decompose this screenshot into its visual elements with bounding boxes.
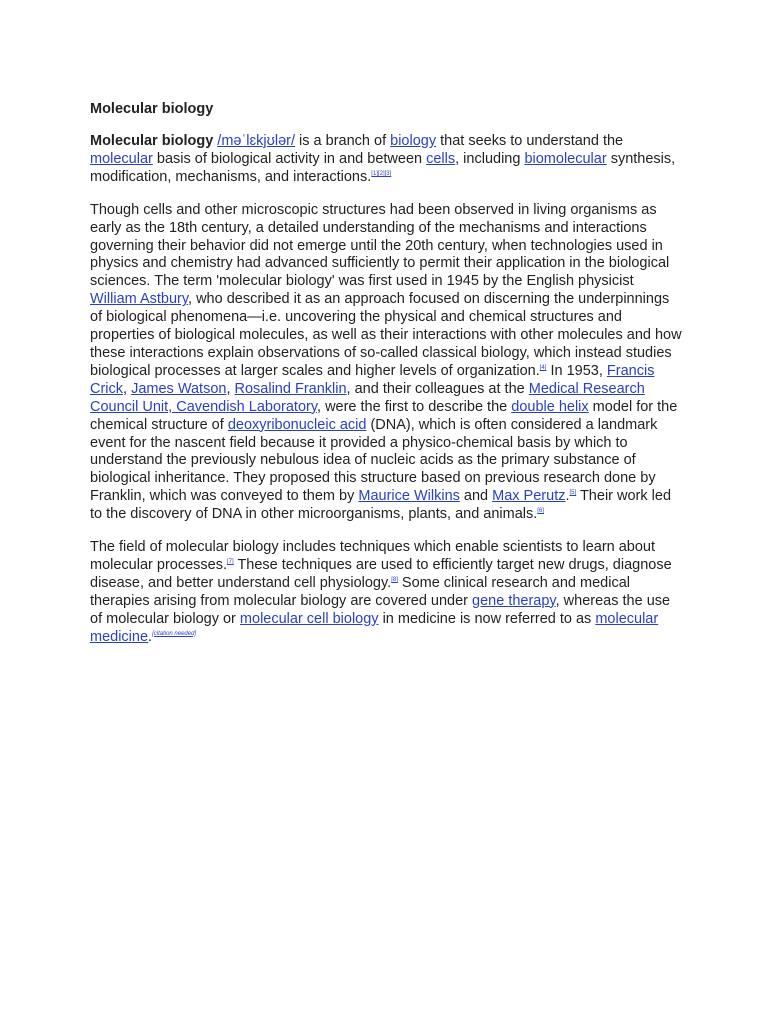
- text: is a branch of: [295, 133, 391, 149]
- text: The field of molecular biology includes techniques which enable scientists to learn about molecular processes.: [90, 539, 656, 573]
- link-maurice-wilkins[interactable]: Maurice Wilkins: [358, 488, 460, 505]
- citation-6[interactable]: [6]: [537, 508, 544, 515]
- citation-group: [537, 508, 544, 514]
- text: synthesis, modification, mechanisms, and interactions.: [90, 150, 676, 185]
- link-double-helix[interactable]: double helix: [511, 398, 589, 415]
- text: , were the first to describe the: [317, 398, 512, 415]
- text: ,: [226, 380, 235, 397]
- link-molecular-cell-biology[interactable]: molecular cell biology: [239, 610, 379, 627]
- text: Though cells and other microscopic structures had been observed in living organisms as early as the 18th century, a detailed understanding of the mechanisms and interactions governing their behavior did not emerge until the 20th century, when technologies used in physics and chemistry had advanced sufficiently to permit their application in the biological sciences. The term 'molecular biology' was first used in 1945 by the English physicist: [90, 201, 670, 290]
- page-title: Molecular biology: [90, 101, 214, 117]
- citation-needed[interactable]: [citation needed]: [152, 630, 197, 637]
- link-rosalind-franklin[interactable]: Rosalind Franklin: [234, 380, 347, 397]
- link-cells[interactable]: cells: [426, 150, 456, 167]
- paragraph-history: [90, 202, 682, 524]
- text: .: [565, 488, 570, 505]
- link-james-watson[interactable]: James Watson: [131, 380, 227, 397]
- link-max-perutz[interactable]: Max Perutz: [492, 488, 566, 505]
- text: , and their colleagues at the: [346, 380, 529, 397]
- link-biomolecular[interactable]: biomolecular: [524, 150, 607, 167]
- term-bold: Molecular biology: [90, 133, 214, 149]
- link-molecular-medicine[interactable]: molecular medicine: [90, 610, 659, 645]
- citation-8[interactable]: [8]: [391, 576, 398, 583]
- citation-2[interactable]: [2]: [377, 170, 385, 177]
- citation-4[interactable]: [4]: [539, 364, 547, 371]
- citation-group: [152, 631, 196, 637]
- text: These techniques are used to efficiently target new drugs, diagnose disease, and better understand cell physiology.: [90, 556, 672, 591]
- text: ,: [123, 380, 132, 397]
- link-william-astbury[interactable]: William Astbury: [90, 291, 189, 308]
- text: model for the chemical structure of: [90, 398, 678, 433]
- text: , including: [455, 150, 525, 167]
- text: in medicine is now referred to as: [378, 610, 596, 627]
- paragraph-intro: [90, 133, 682, 187]
- paragraph-techniques: [90, 539, 682, 646]
- text: , who described it as an approach focused on discerning the underpinnings of biological phenomena—i.e. uncovering the physical and chemical structures and properties of biological molecules, as well as their interactions with other molecules and how these interactions explain observations of so-called classical biology, which instead studies biological processes at larger scales and higher levels of organization.: [90, 291, 682, 379]
- text: that seeks to understand the: [436, 133, 624, 149]
- text: , whereas the use of molecular biology or: [90, 592, 671, 627]
- text: basis of biological activity in and between: [152, 150, 427, 167]
- citation-5[interactable]: [5]: [569, 490, 577, 497]
- citation-group: [227, 559, 234, 565]
- link-molecular[interactable]: molecular: [90, 150, 153, 167]
- citation-group: [391, 577, 398, 583]
- text: .: [148, 628, 153, 645]
- citation-1[interactable]: [1]: [371, 170, 378, 177]
- citation-7[interactable]: [7]: [227, 558, 234, 565]
- citation-group: [371, 171, 391, 177]
- citation-3[interactable]: [3]: [384, 170, 392, 177]
- link-biology[interactable]: biology: [390, 133, 437, 149]
- link-francis-crick[interactable]: Francis Crick: [90, 362, 655, 397]
- link-mrc-cavendish[interactable]: Medical Research Council Unit, Cavendish Laboratory: [90, 380, 645, 415]
- link-gene-therapy[interactable]: gene therapy: [472, 592, 556, 609]
- text: and: [459, 488, 493, 505]
- text: In 1953,: [546, 362, 607, 379]
- text: Some clinical research and medical therapies arising from molecular biology are covered under: [90, 574, 630, 609]
- text: (DNA), which is often considered a landmark event for the nascent field because it provided a physico-chemical basis by which to understand the previously nebulous idea of nucleic acids as the primary substance of biological inheritance. They proposed this structure based on previous research done by Franklin, which was conveyed to them by: [90, 416, 658, 505]
- text: Their work led to the discovery of DNA in other microorganisms, plants, and animals.: [90, 488, 672, 523]
- pronunciation-link[interactable]: /məˈlɛkjʊlər/: [217, 133, 296, 149]
- link-deoxyribonucleic-acid[interactable]: deoxyribonucleic acid: [227, 416, 367, 433]
